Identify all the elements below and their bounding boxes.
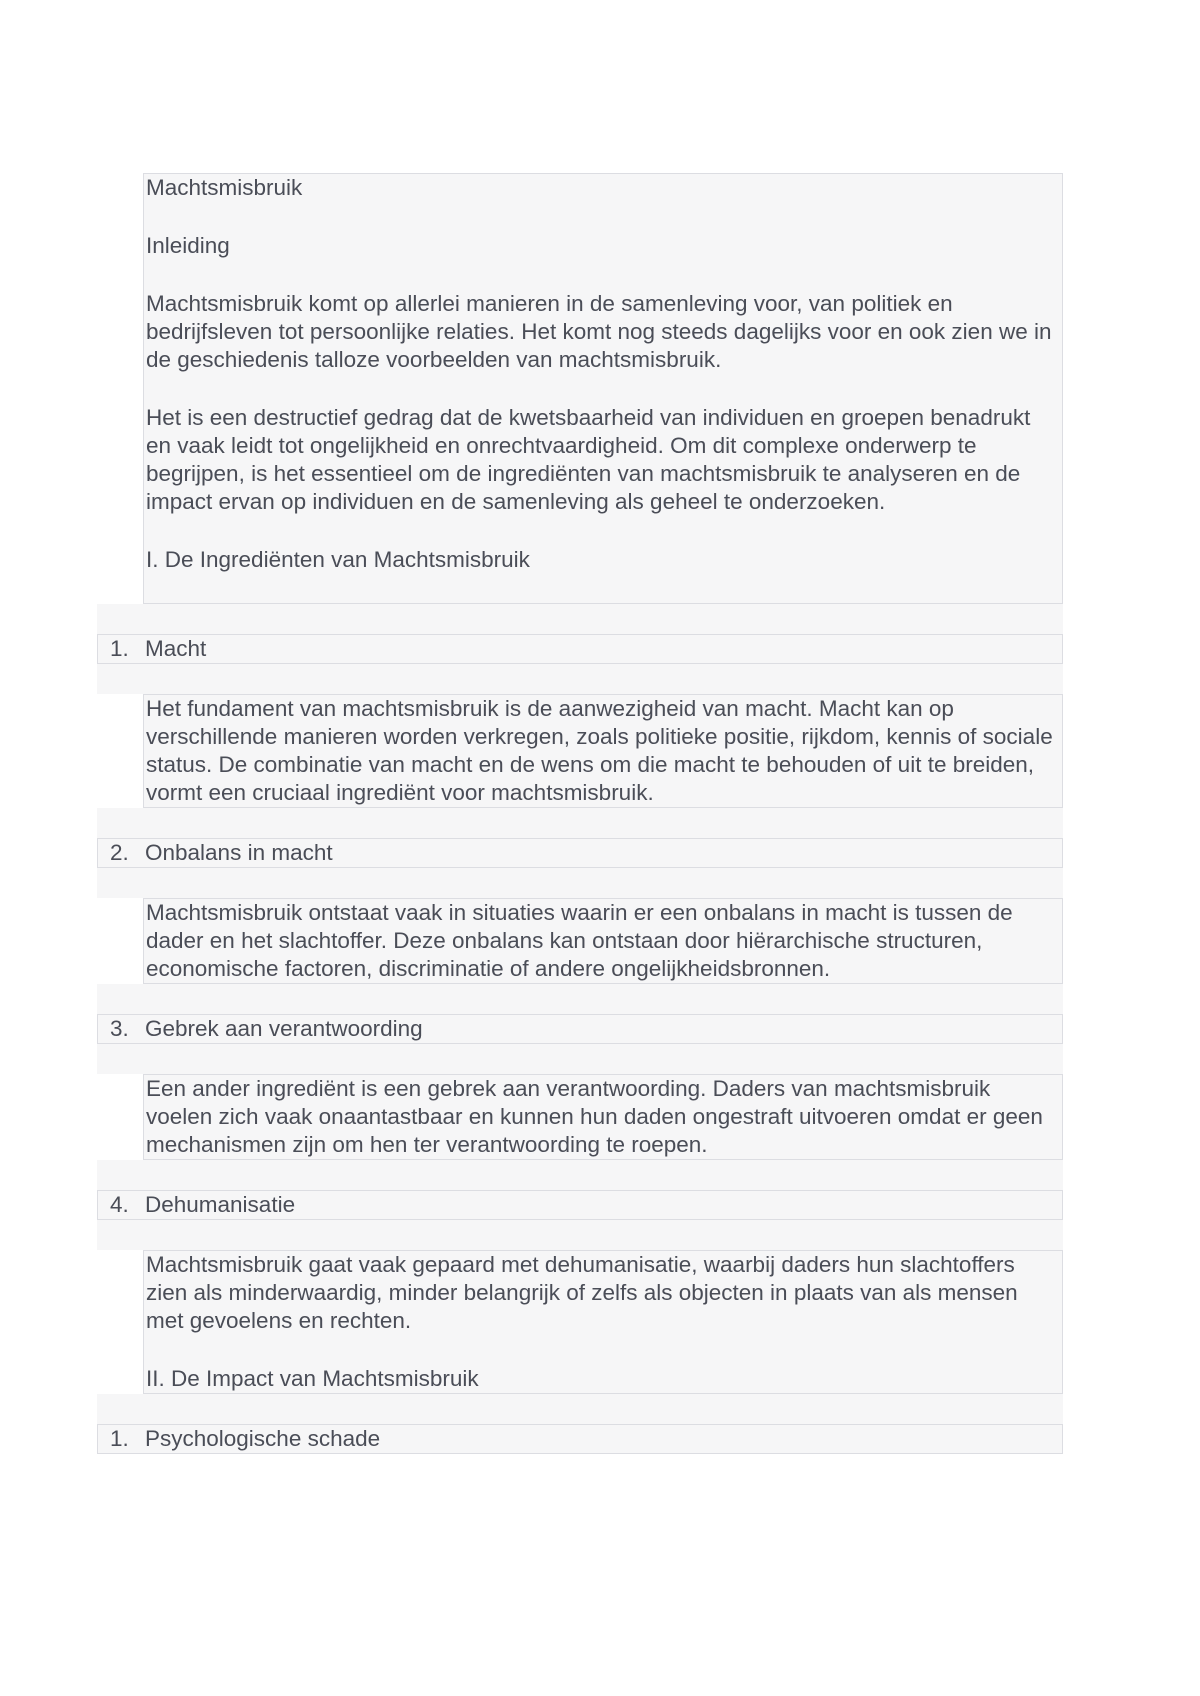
- list-item-number: 4.: [110, 1192, 129, 1217]
- intro-block: [143, 173, 1063, 604]
- list-item-title: Dehumanisatie: [145, 1192, 296, 1217]
- list-item: [97, 1014, 1063, 1044]
- list-item-number: 2.: [110, 840, 129, 865]
- item-paragraph: Machtsmisbruik gaat vaak gepaard met dehumanisatie, waarbij daders hun slachtoffers zien als minderwaardig, minder belangrijk of zelfs als objecten in plaats van als mensen met gevoelens en rechten.: [146, 1252, 1018, 1333]
- spacer-band: [97, 1160, 1063, 1190]
- spacer-band: [97, 808, 1063, 838]
- item-text-block: [143, 898, 1063, 984]
- list-item: [97, 634, 1063, 664]
- list-item: [97, 1190, 1063, 1220]
- list-item-title: Macht: [145, 636, 207, 661]
- list-item-number: 3.: [110, 1016, 129, 1041]
- list-item: [97, 1424, 1063, 1454]
- list-item-title: Psychologische schade: [145, 1426, 381, 1451]
- list-item: [97, 838, 1063, 868]
- list-item-number: 1.: [110, 636, 129, 661]
- spacer-band: [97, 664, 1063, 694]
- document-title: Machtsmisbruik: [146, 175, 303, 200]
- item-text-block: [143, 1250, 1063, 1394]
- item-paragraph: Een ander ingrediënt is een gebrek aan verantwoording. Daders van machtsmisbruik voelen zich vaak onaantastbaar en kunnen hun daden ongestraft uitvoeren omdat er geen mechanismen zijn om hen ter verantwoording te roepen.: [146, 1076, 1043, 1157]
- spacer-band: [97, 1044, 1063, 1074]
- spacer-band: [97, 1394, 1063, 1424]
- list-item-number: 1.: [110, 1426, 129, 1451]
- list-item-title: Onbalans in macht: [145, 840, 333, 865]
- item-text-block: [143, 694, 1063, 808]
- item-paragraph: Het fundament van machtsmisbruik is de aanwezigheid van macht. Macht kan op verschillende manieren worden verkregen, zoals politieke positie, rijkdom, kennis of sociale status. De combinatie van macht en de wens om die macht te behouden of uit te breiden, vormt een cruciaal ingrediënt voor machtsmisbruik.: [146, 696, 1053, 805]
- spacer-band: [97, 868, 1063, 898]
- item-text-block: [143, 1074, 1063, 1160]
- intro-heading: Inleiding: [146, 233, 230, 258]
- spacer-band: [97, 604, 1063, 634]
- intro-paragraph: Machtsmisbruik komt op allerlei manieren in de samenleving voor, van politiek en bedrijfsleven tot persoonlijke relaties. Het komt nog steeds dagelijks voor en ook zien we in de geschiedenis talloze voorbeelden van machtsmisbruik.: [146, 291, 1052, 372]
- intro-paragraph: Het is een destructief gedrag dat de kwetsbaarheid van individuen en groepen benadrukt en vaak leidt tot ongelijkheid en onrechtvaardigheid. Om dit complexe onderwerp te begrijpen, is het essentieel om de ingrediënten van machtsmisbruik te analyseren en de impact ervan op individuen en de samenleving als geheel te onderzoeken.: [146, 405, 1031, 514]
- section-heading: II. De Impact van Machtsmisbruik: [146, 1366, 479, 1391]
- spacer-band: [97, 1220, 1063, 1250]
- spacer-band: [97, 984, 1063, 1014]
- item-paragraph: Machtsmisbruik ontstaat vaak in situaties waarin er een onbalans in macht is tussen de dader en het slachtoffer. Deze onbalans kan ontstaan door hiërarchische structuren, economische factoren, discriminatie of andere ongelijkheidsbronnen.: [146, 900, 1013, 981]
- section-heading: I. De Ingrediënten van Machtsmisbruik: [146, 547, 530, 572]
- list-item-title: Gebrek aan verantwoording: [145, 1016, 423, 1041]
